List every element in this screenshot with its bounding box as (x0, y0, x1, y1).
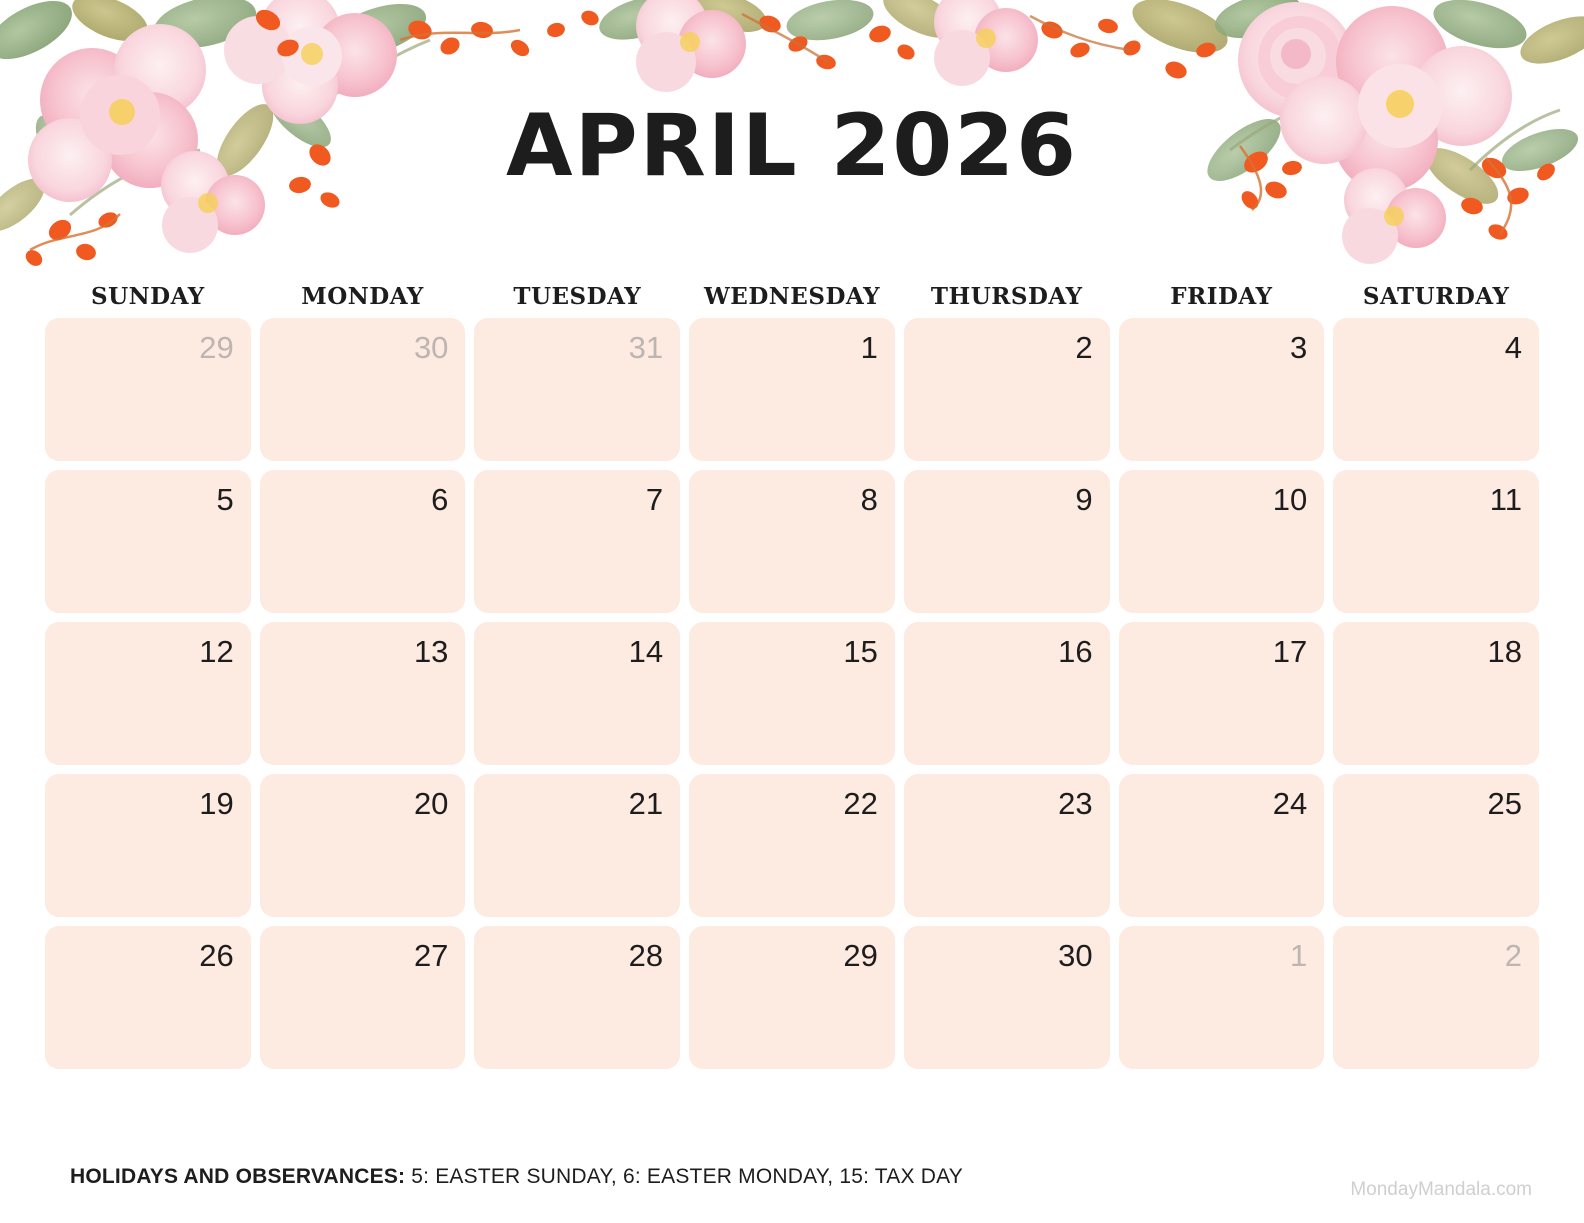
day-number: 2 (1075, 330, 1093, 365)
day-number: 7 (645, 482, 664, 517)
day-number: 13 (413, 634, 449, 669)
weekday-tuesday: TUESDAY (513, 283, 642, 310)
holidays-observances (70, 1165, 963, 1189)
day-cell[interactable] (260, 774, 466, 917)
day-number: 20 (413, 786, 449, 821)
day-cell[interactable] (904, 774, 1110, 917)
day-cell[interactable] (689, 774, 895, 917)
day-cell[interactable] (1333, 774, 1539, 917)
week-row (45, 470, 1539, 613)
day-number: 30 (413, 330, 449, 365)
day-cell[interactable] (45, 622, 251, 765)
calendar-grid (45, 283, 1539, 1078)
day-cell[interactable] (45, 926, 251, 1069)
day-number: 17 (1272, 634, 1308, 669)
week-row (45, 774, 1539, 917)
day-cell[interactable] (1119, 318, 1325, 461)
day-number: 21 (628, 786, 664, 821)
day-cell[interactable] (260, 622, 466, 765)
day-number: 1 (860, 330, 878, 365)
day-cell[interactable] (904, 622, 1110, 765)
day-number: 5 (216, 482, 234, 517)
weekday-saturday: SATURDAY (1362, 283, 1510, 310)
day-cell[interactable] (474, 622, 680, 765)
day-cell[interactable] (45, 470, 251, 613)
day-cell[interactable] (689, 926, 895, 1069)
day-number: 1 (1290, 938, 1308, 973)
day-number: 9 (1075, 482, 1093, 517)
weekday-sunday: SUNDAY (90, 283, 205, 310)
day-number: 22 (843, 786, 878, 821)
day-number: 29 (843, 938, 878, 973)
day-number: 31 (628, 330, 664, 365)
day-number: 11 (1489, 482, 1522, 517)
day-number: 12 (199, 634, 234, 669)
weekday-header-row (45, 283, 1539, 310)
day-cell[interactable] (1119, 470, 1325, 613)
day-number: 8 (860, 482, 878, 517)
weekday-wednesday: WEDNESDAY (703, 283, 881, 310)
day-cell[interactable] (45, 774, 251, 917)
weekday-friday: FRIDAY (1170, 283, 1273, 310)
day-number: 15 (843, 634, 878, 669)
calendar-title: APRIL 2026 (506, 96, 1078, 196)
day-number: 28 (628, 938, 664, 973)
week-row (45, 926, 1539, 1069)
day-cell[interactable] (904, 470, 1110, 613)
day-number: 4 (1504, 330, 1522, 365)
day-cell[interactable] (1119, 622, 1325, 765)
day-cell[interactable] (1333, 470, 1539, 613)
day-number: 16 (1058, 634, 1093, 669)
holidays-label: HOLIDAYS AND OBSERVANCES: (70, 1165, 406, 1188)
day-cell[interactable] (689, 622, 895, 765)
day-number: 19 (199, 786, 234, 821)
day-number: 2 (1504, 938, 1522, 973)
day-number: 30 (1058, 938, 1093, 973)
floral-center-sprigs (594, 0, 1143, 92)
weekday-monday: MONDAY (301, 283, 424, 310)
day-number: 10 (1272, 482, 1308, 517)
day-cell[interactable] (474, 774, 680, 917)
day-cell[interactable] (1333, 926, 1539, 1069)
day-number: 18 (1487, 634, 1522, 669)
day-cell[interactable] (1119, 926, 1325, 1069)
day-cell[interactable] (1333, 622, 1539, 765)
blossom-center-b (934, 0, 1038, 86)
day-cell[interactable] (689, 470, 895, 613)
center-stems (742, 14, 1130, 62)
holidays-text: 5: EASTER SUNDAY, 6: EASTER MONDAY, 15: TAX DAY (405, 1165, 963, 1188)
day-number: 26 (199, 938, 234, 973)
day-number: 23 (1058, 786, 1093, 821)
day-number: 3 (1290, 330, 1308, 365)
day-number: 29 (199, 330, 234, 365)
week-row (45, 622, 1539, 765)
day-cell[interactable] (904, 926, 1110, 1069)
day-number: 6 (431, 482, 449, 517)
day-cell[interactable] (474, 926, 680, 1069)
orange-berries-center (757, 13, 1143, 72)
day-cell[interactable] (1119, 774, 1325, 917)
day-cell[interactable] (1333, 318, 1539, 461)
day-number: 27 (413, 938, 449, 973)
day-number: 24 (1272, 786, 1308, 821)
day-cell[interactable] (260, 470, 466, 613)
day-cell[interactable] (689, 318, 895, 461)
day-number: 25 (1487, 786, 1522, 821)
day-number: 14 (628, 634, 664, 669)
day-cell[interactable] (474, 470, 680, 613)
day-cell[interactable] (904, 318, 1110, 461)
watermark: MondayMandala.com (1350, 1179, 1532, 1200)
day-cell[interactable] (474, 318, 680, 461)
blossom-center-a (636, 0, 746, 92)
weekday-thursday: THURSDAY (930, 283, 1083, 310)
day-cell[interactable] (45, 318, 251, 461)
day-cell[interactable] (260, 926, 466, 1069)
day-cell[interactable] (260, 318, 466, 461)
week-row (45, 318, 1539, 461)
